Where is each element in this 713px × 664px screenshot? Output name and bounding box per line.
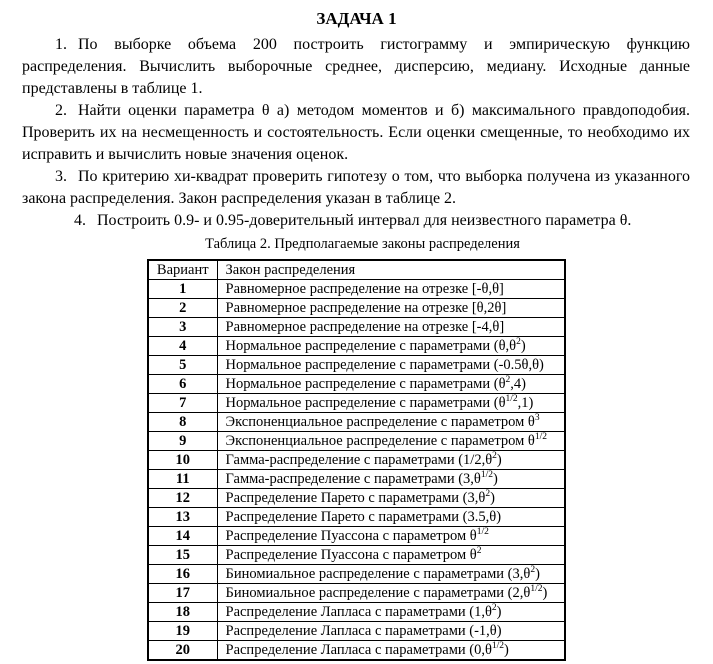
law-cell: Биномиальное распределение с параметрами $(2,\theta^{1/2})$ [217, 584, 565, 603]
table-row [148, 641, 565, 661]
table-row [148, 299, 565, 318]
table-row [148, 489, 565, 508]
task-text: Построить 0.9- и 0.95-доверительный интервал для неизвестного параметра θ. [97, 212, 632, 229]
table-row [148, 508, 565, 527]
law-cell: Нормальное распределение с параметрами $(\theta^2,4)$ [217, 375, 565, 394]
law-cell: Распределение Парето с параметрами $(3,\theta^2)$ [217, 489, 565, 508]
variant-cell: 14 [148, 527, 217, 546]
law-cell: Гамма-распределение с параметрами $(3,\theta^{1/2})$ [217, 470, 565, 489]
table-caption: Таблица 2. Предполагаемые законы распределения [205, 236, 520, 252]
task-text: По выборке объема 200 построить гистограмму и эмпирическую функцию распределения. Вычислить выборочные среднее, дисперсию, медиану. Исходные данные представлены в таблице 1. [22, 36, 690, 97]
law-cell: Распределение Лапласа с параметрами $(0,\theta^{1/2})$ [217, 641, 565, 661]
variant-cell: 20 [148, 641, 217, 661]
variant-cell: 13 [148, 508, 217, 527]
distribution-table [147, 259, 566, 661]
task-item-3 [22, 166, 690, 210]
table-row [148, 356, 565, 375]
law-cell: Равномерное распределение на отрезке [-4,θ] [217, 318, 565, 337]
table-row [148, 565, 565, 584]
task-list [0, 34, 713, 232]
table-row [148, 432, 565, 451]
variant-cell: 15 [148, 546, 217, 565]
table-row [148, 451, 565, 470]
variant-cell: 1 [148, 280, 217, 299]
law-cell: Экспоненциальное распределение с параметром $\theta^3$ [217, 413, 565, 432]
variant-cell: 18 [148, 603, 217, 622]
table-row [148, 546, 565, 565]
table-row [148, 413, 565, 432]
law-cell: Распределение Пуассона с параметром $\theta^2$ [217, 546, 565, 565]
table-row [148, 584, 565, 603]
law-cell: Распределение Лапласа с параметрами $(1,\theta^2)$ [217, 603, 565, 622]
variant-cell: 16 [148, 565, 217, 584]
table-row [148, 337, 565, 356]
variant-cell: 2 [148, 299, 217, 318]
table-row [148, 622, 565, 641]
law-cell: Биномиальное распределение с параметрами $(3,\theta^2)$ [217, 565, 565, 584]
table-row [148, 527, 565, 546]
variant-cell: 10 [148, 451, 217, 470]
task-number: 2. [55, 102, 67, 119]
table-row [148, 318, 565, 337]
law-cell: Равномерное распределение на отрезке [θ,2θ] [217, 299, 565, 318]
variant-cell: 11 [148, 470, 217, 489]
distribution-table-body [148, 280, 565, 661]
table-row [148, 375, 565, 394]
variant-column-header: Вариант [148, 260, 217, 280]
task-item-2 [22, 100, 690, 166]
variant-cell: 9 [148, 432, 217, 451]
page-title: ЗАДАЧА 1 [316, 9, 397, 28]
distribution-table-head [148, 260, 565, 280]
task-text: Найти оценки параметра θ а) методом моментов и б) максимального правдоподобия. Проверить их на несмещенность и состоятельность. Если оценки смещенные, то необходимо их исправить и вычислить новые значения оценок. [22, 102, 690, 163]
variant-cell: 3 [148, 318, 217, 337]
task-number: 4. [74, 212, 86, 229]
table-row [148, 394, 565, 413]
table-row [148, 280, 565, 299]
variant-cell: 8 [148, 413, 217, 432]
law-cell: Гамма-распределение с параметрами $(1/2,\theta^2)$ [217, 451, 565, 470]
law-cell: Экспоненциальное распределение с параметром $\theta^{1/2}$ [217, 432, 565, 451]
law-cell: Нормальное распределение с параметрами $(\theta^{1/2},1)$ [217, 394, 565, 413]
law-column-header: Закон распределения [217, 260, 565, 280]
table-row [148, 603, 565, 622]
law-cell: Распределение Лапласа с параметрами (-1,θ) [217, 622, 565, 641]
variant-cell: 6 [148, 375, 217, 394]
task-number: 3. [55, 168, 67, 185]
law-cell: Распределение Пуассона с параметром $\theta^{1/2}$ [217, 527, 565, 546]
task-text: По критерию хи-квадрат проверить гипотезу о том, что выборка получена из указанного закона распределения. Закон распределения указан в таблице 2. [22, 168, 690, 207]
variant-cell: 12 [148, 489, 217, 508]
table-header-row [148, 260, 565, 280]
variant-cell: 17 [148, 584, 217, 603]
variant-cell: 19 [148, 622, 217, 641]
law-cell: Нормальное распределение с параметрами (-0.5θ,θ) [217, 356, 565, 375]
law-cell: Равномерное распределение на отрезке [-θ,θ] [217, 280, 565, 299]
law-cell: Нормальное распределение с параметрами $(\theta,\theta^2)$ [217, 337, 565, 356]
task-number: 1. [55, 36, 67, 53]
variant-cell: 4 [148, 337, 217, 356]
law-cell: Распределение Парето с параметрами (3.5,θ) [217, 508, 565, 527]
table-row [148, 470, 565, 489]
task-item-1 [22, 34, 690, 100]
variant-cell: 5 [148, 356, 217, 375]
task-item-4 [22, 210, 690, 232]
variant-cell: 7 [148, 394, 217, 413]
